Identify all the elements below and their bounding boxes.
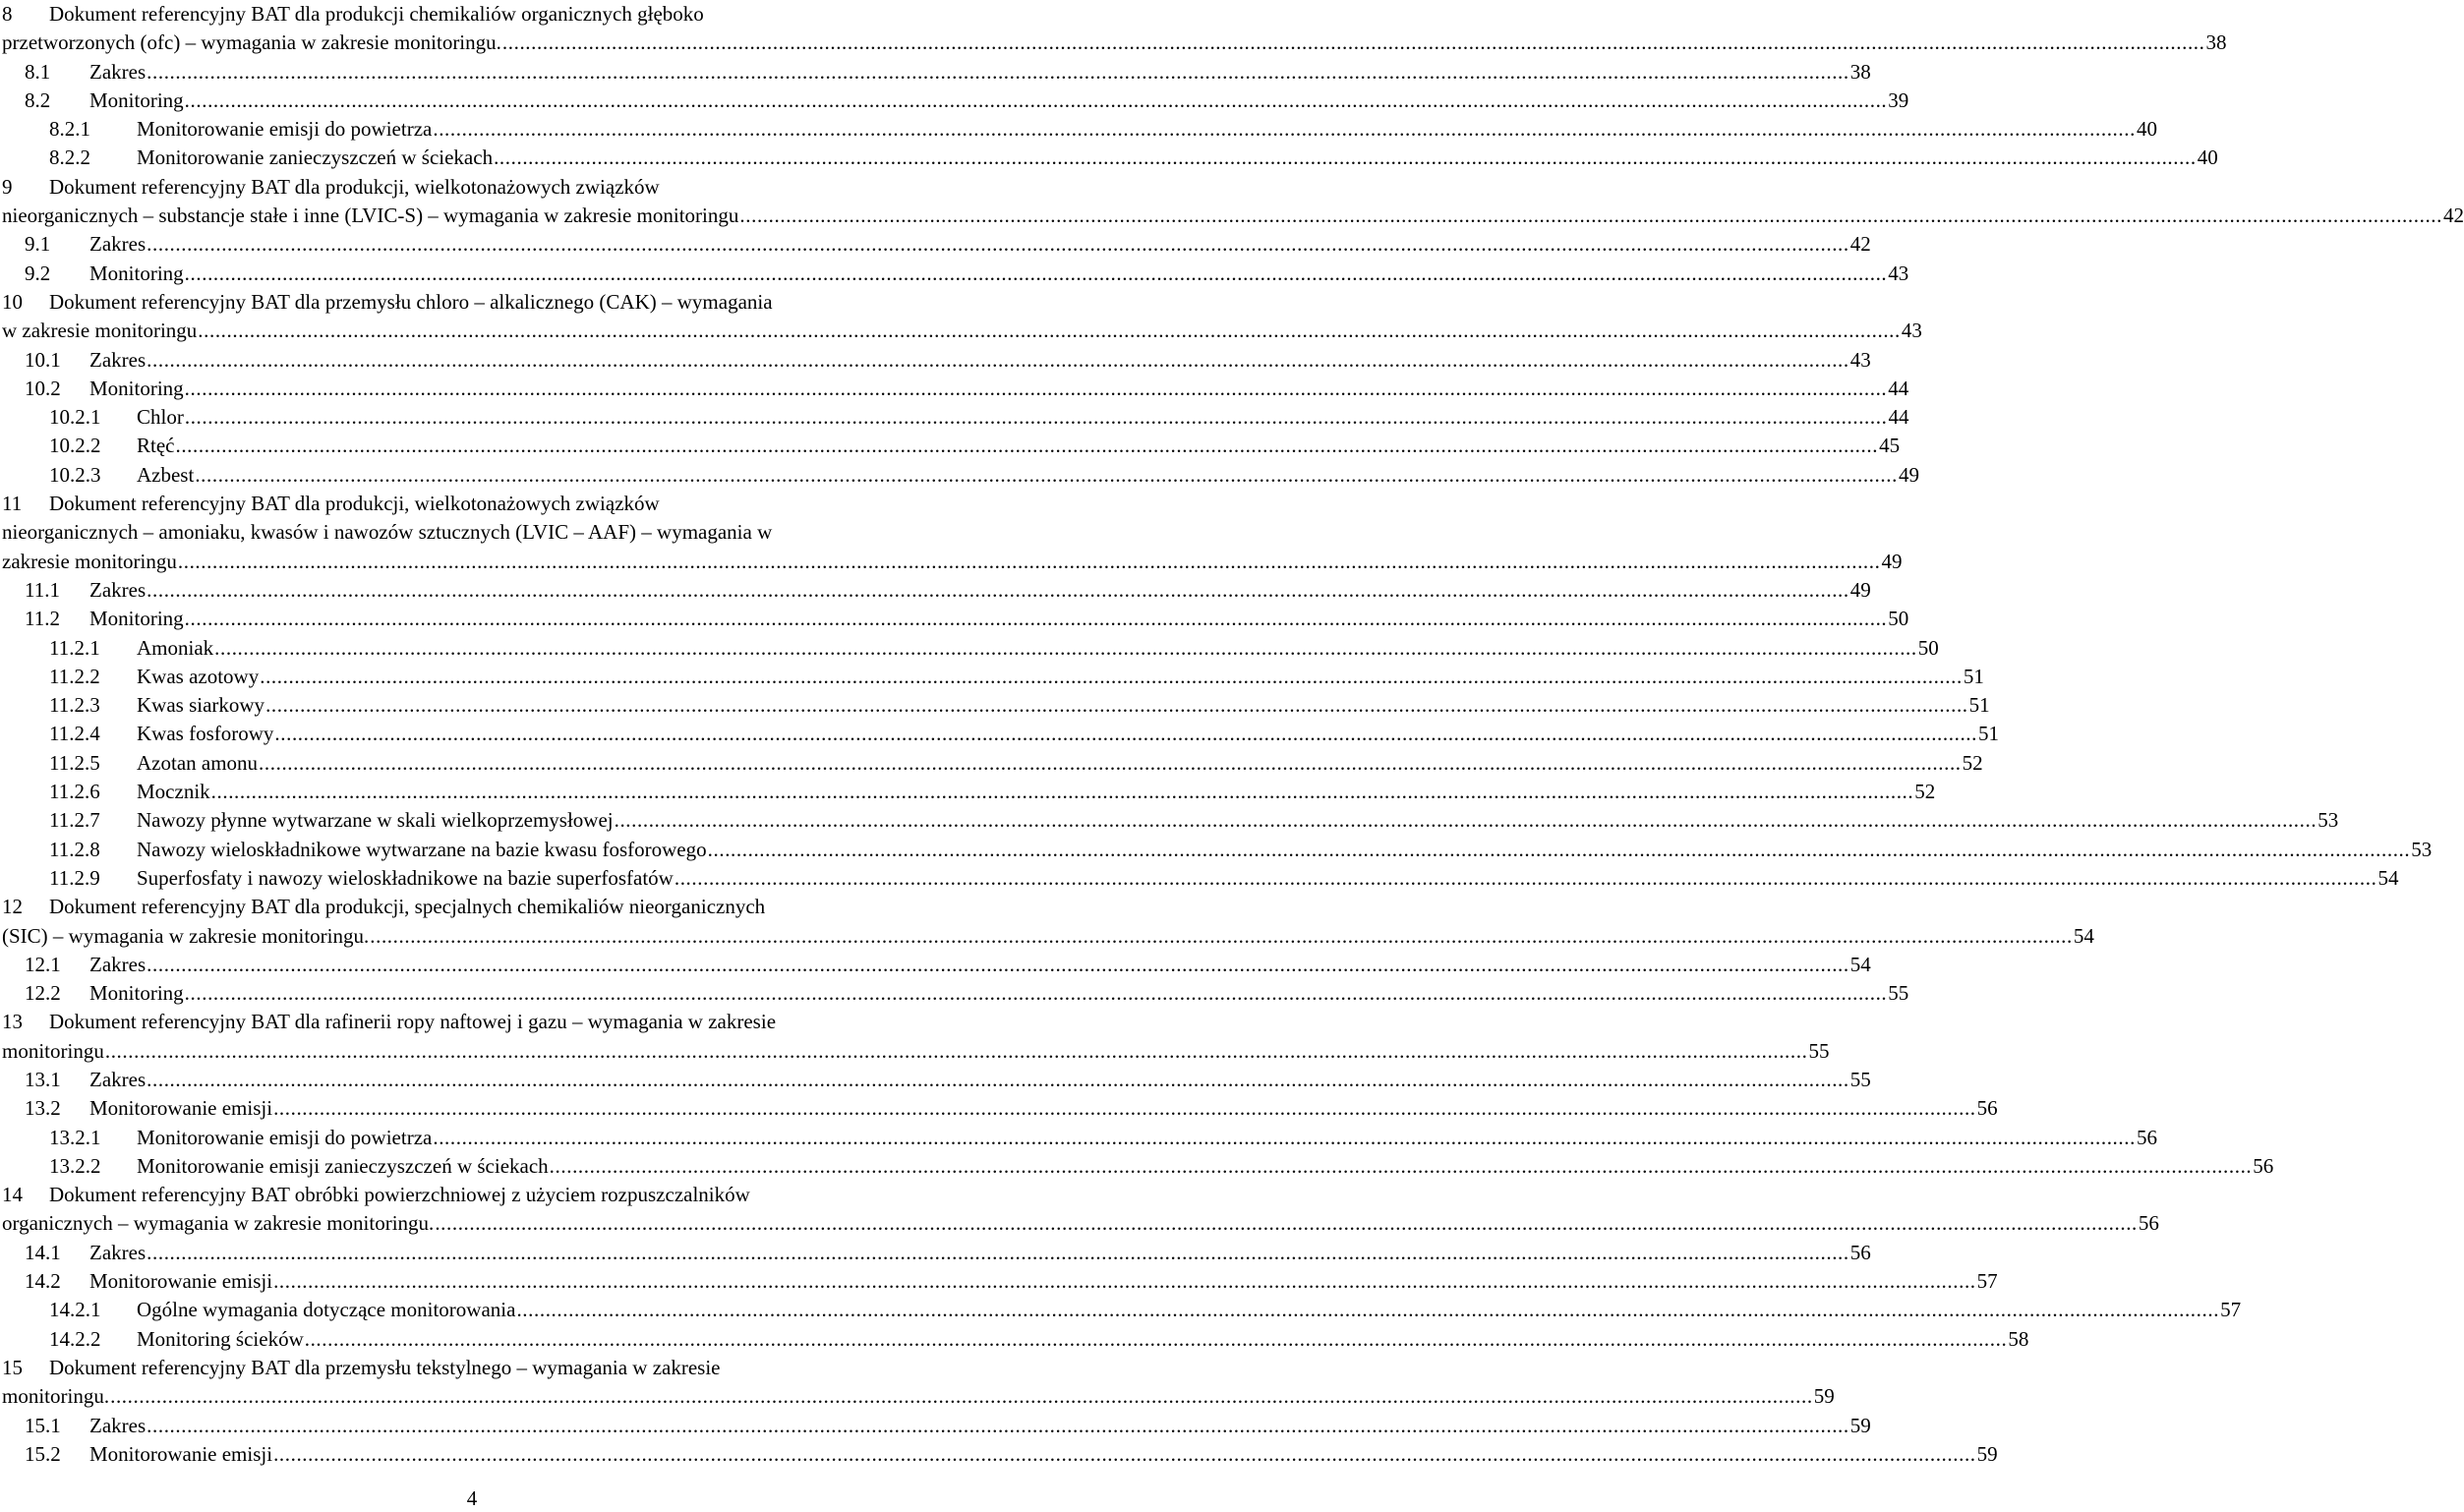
toc-entry[interactable]: [2, 605, 1909, 633]
dot-leader: [707, 836, 2412, 864]
toc-page-number: 59: [1849, 1413, 1871, 1437]
toc-title: Monitoring: [89, 607, 184, 631]
toc-page-number: 45: [1879, 434, 1901, 458]
toc-page-number: 53: [2411, 837, 2433, 861]
toc-page-number: 44: [1888, 376, 1909, 400]
dot-leader: [674, 864, 2378, 893]
toc-entry[interactable]: [2, 778, 1936, 806]
toc-number: 14.1: [25, 1240, 61, 1264]
toc-title-line: organicznych – wymagania w zakresie monitoringu.: [2, 1211, 435, 1236]
toc-number: 12.1: [25, 952, 61, 976]
toc-title: Monitorowanie emisji: [89, 1441, 273, 1466]
toc-entry[interactable]: [2, 836, 2433, 864]
toc-page-number: 54: [2377, 865, 2399, 890]
toc-number: 8.2.1: [49, 117, 90, 142]
toc-number: 11.2.9: [49, 865, 100, 890]
toc-page-number: 51: [1968, 693, 1990, 718]
toc-entry[interactable]: [2, 979, 1909, 1008]
toc-entry[interactable]: [2, 115, 2157, 144]
toc-number: 8.2: [25, 87, 51, 112]
toc-number: 12: [2, 895, 23, 919]
dot-leader: [432, 1124, 2137, 1152]
toc-title: Zakres: [89, 59, 147, 84]
dot-leader: [197, 317, 1902, 345]
dot-leader: [304, 1325, 2009, 1354]
toc-title-line: Dokument referencyjny BAT dla produkcji, wielkotonażowych związków: [49, 174, 660, 199]
toc-page-number: 56: [1976, 1096, 1998, 1121]
toc-title: Kwas azotowy: [137, 664, 260, 688]
toc-number: 15.1: [25, 1413, 61, 1437]
toc-entry[interactable]: [2, 1354, 1835, 1412]
toc-entry[interactable]: [2, 749, 1983, 778]
toc-number: 10.1: [25, 347, 61, 372]
dot-leader: [493, 144, 2198, 172]
dot-leader: [272, 1440, 1977, 1469]
toc-title: Ogólne wymagania dotyczące monitorowania: [137, 1298, 516, 1322]
toc-number: 9.2: [25, 261, 51, 285]
toc-number: 13.2.1: [49, 1125, 101, 1149]
dot-leader: [146, 1239, 1850, 1267]
toc-number: 9.1: [25, 232, 51, 257]
toc-entry[interactable]: [2, 1239, 1871, 1267]
toc-page-number: 49: [1849, 577, 1871, 602]
toc-entry[interactable]: [2, 864, 2399, 893]
toc-number: 13.1: [25, 1067, 61, 1091]
table-of-contents: [2, 0, 2464, 1469]
toc-title: Zakres: [89, 347, 147, 372]
toc-entry[interactable]: [2, 1181, 2159, 1239]
toc-entry[interactable]: [2, 720, 2000, 748]
toc-entry[interactable]: [2, 461, 1919, 490]
toc-entry[interactable]: [2, 490, 1903, 576]
toc-number: 11.2.4: [49, 722, 100, 746]
toc-number: 11.2.6: [49, 780, 100, 804]
toc-entry[interactable]: [2, 951, 1871, 979]
toc-title-line: Dokument referencyjny BAT dla produkcji, specjalnych chemikaliów nieorganicznych: [49, 895, 766, 919]
toc-entry[interactable]: [2, 1094, 1998, 1123]
toc-number: 14: [2, 1183, 23, 1207]
toc-title: Amoniak: [137, 635, 214, 660]
toc-title-line: Dokument referencyjny BAT dla produkcji chemikaliów organicznych głęboko: [49, 2, 704, 26]
toc-entry[interactable]: [2, 1267, 1998, 1296]
toc-number: 11.2.2: [49, 664, 100, 688]
toc-title-line: monitoringu: [2, 1038, 104, 1063]
toc-page-number: 39: [1888, 87, 1909, 112]
toc-entry[interactable]: [2, 806, 2339, 835]
toc-page-number: 58: [2008, 1326, 2029, 1351]
dot-leader: [369, 922, 2074, 951]
toc-entry[interactable]: [2, 893, 2094, 951]
toc-title: Monitorowanie emisji: [89, 1096, 273, 1121]
dot-leader: [146, 346, 1850, 375]
toc-number: 14.2: [25, 1269, 61, 1294]
toc-page-number: 42: [1849, 232, 1871, 257]
dot-leader: [272, 1267, 1977, 1296]
toc-page-number: 50: [1888, 607, 1909, 631]
toc-title-line: zakresie monitoringu: [2, 549, 177, 573]
toc-number: 11.2.7: [49, 808, 100, 833]
toc-title: Chlor: [137, 405, 184, 430]
dot-leader: [184, 403, 1889, 432]
dot-leader: [501, 29, 2206, 57]
dot-leader: [146, 230, 1850, 259]
toc-title: Kwas fosforowy: [137, 722, 274, 746]
toc-page-number: 51: [1978, 722, 2000, 746]
toc-page-number: 51: [1963, 664, 1984, 688]
dot-leader: [174, 432, 1879, 460]
toc-title: Rtęć: [137, 434, 175, 458]
toc-page-number: 53: [2317, 808, 2339, 833]
toc-title-line: monitoringu.: [2, 1384, 110, 1409]
toc-entry[interactable]: [2, 1152, 2274, 1181]
toc-number: 13: [2, 1010, 23, 1034]
toc-title: Monitoring: [89, 376, 184, 400]
dot-leader: [614, 806, 2318, 835]
toc-title: Monitoring ścieków: [137, 1326, 304, 1351]
dot-leader: [515, 1296, 2220, 1324]
dot-leader: [177, 548, 1882, 576]
dot-leader: [184, 260, 1889, 288]
toc-page-number: 57: [2220, 1298, 2242, 1322]
toc-title: Zakres: [89, 1067, 147, 1091]
dot-leader: [738, 202, 2443, 230]
dot-leader: [258, 749, 1963, 778]
page-number: 4: [466, 1486, 478, 1510]
toc-title: Monitorowanie emisji zanieczyszczeń w ściekach: [137, 1153, 549, 1178]
dot-leader: [146, 1412, 1850, 1440]
toc-title: Monitorowanie zanieczyszczeń w ściekach: [137, 145, 494, 170]
toc-page-number: 42: [2443, 204, 2464, 228]
dot-leader: [146, 58, 1850, 87]
toc-title-line: przetworzonych (ofc) – wymagania w zakresie monitoringu.: [2, 30, 501, 55]
toc-page-number: 49: [1881, 549, 1903, 573]
toc-title-line: Dokument referencyjny BAT dla rafinerii ropy naftowej i gazu – wymagania w zakresie: [49, 1010, 777, 1034]
toc-page-number: 43: [1849, 347, 1871, 372]
dot-leader: [194, 461, 1899, 490]
toc-title: Zakres: [89, 1413, 147, 1437]
toc-entry[interactable]: [2, 1066, 1871, 1094]
toc-number: 10.2.1: [49, 405, 101, 430]
toc-entry[interactable]: [2, 1008, 1830, 1066]
toc-title: Zakres: [89, 577, 147, 602]
toc-number: 11.1: [25, 577, 60, 602]
toc-number: 11.2.3: [49, 693, 100, 718]
toc-number: 9: [2, 174, 13, 199]
toc-entry[interactable]: [2, 173, 2464, 231]
toc-page-number: 56: [1849, 1240, 1871, 1264]
toc-page-number: 55: [1849, 1067, 1871, 1091]
toc-entry[interactable]: [2, 346, 1871, 375]
toc-entry[interactable]: [2, 144, 2218, 172]
toc-page-number: 59: [1976, 1441, 1998, 1466]
toc-title-line: nieorganicznych – amoniaku, kwasów i nawozów sztucznych (LVIC – AAF) – wymagania w: [2, 520, 773, 545]
toc-entry[interactable]: [2, 1325, 2029, 1354]
toc-number: 11.2.1: [49, 635, 100, 660]
dot-leader: [273, 720, 1978, 748]
toc-entry[interactable]: [2, 260, 1909, 288]
toc-entry[interactable]: [2, 1412, 1871, 1440]
dot-leader: [184, 605, 1889, 633]
toc-title-line: Dokument referencyjny BAT dla przemysłu chloro – alkalicznego (CAK) – wymagania: [49, 289, 773, 314]
toc-number: 14.2.1: [49, 1298, 101, 1322]
toc-entry[interactable]: [2, 58, 1871, 87]
toc-number: 10.2.3: [49, 462, 101, 487]
toc-page-number: 56: [2136, 1125, 2157, 1149]
toc-title: Monitorowanie emisji do powietrza: [137, 117, 433, 142]
toc-number: 11: [2, 492, 23, 516]
toc-number: 10.2: [25, 376, 61, 400]
toc-entry[interactable]: [2, 663, 1984, 691]
toc-entry[interactable]: [2, 288, 1922, 346]
toc-page-number: 43: [1901, 319, 1922, 343]
toc-entry[interactable]: [2, 634, 1939, 663]
toc-number: 10: [2, 289, 23, 314]
toc-title: Azotan amonu: [137, 750, 259, 775]
toc-page-number: 38: [2205, 30, 2227, 55]
toc-entry[interactable]: [2, 576, 1871, 605]
toc-page-number: 52: [1914, 780, 1936, 804]
dot-leader: [210, 778, 1915, 806]
dot-leader: [146, 1066, 1850, 1094]
dot-leader: [432, 115, 2137, 144]
toc-title: Nawozy płynne wytwarzane w skali wielkoprzemysłowej: [137, 808, 614, 833]
toc-page-number: 55: [1808, 1038, 1830, 1063]
toc-number: 14.2.2: [49, 1326, 101, 1351]
toc-entry[interactable]: [2, 230, 1871, 259]
toc-number: 11.2.5: [49, 750, 100, 775]
toc-entry[interactable]: [2, 403, 1909, 432]
toc-page-number: 55: [1888, 981, 1909, 1006]
toc-title: Monitoring: [89, 261, 184, 285]
toc-number: 8.1: [25, 59, 51, 84]
toc-page-number: 44: [1888, 405, 1909, 430]
dot-leader: [184, 375, 1889, 403]
toc-entry[interactable]: [2, 1440, 1998, 1469]
dot-leader: [264, 691, 1969, 720]
dot-leader: [184, 87, 1889, 115]
toc-title: Zakres: [89, 232, 147, 257]
toc-title-line: (SIC) – wymagania w zakresie monitoringu.: [2, 923, 370, 948]
toc-page-number: 49: [1898, 462, 1919, 487]
dot-leader: [549, 1152, 2254, 1181]
toc-page-number: 57: [1976, 1269, 1998, 1294]
toc-title: Superfosfaty i nawozy wieloskładnikowe na bazie superfosfatów: [137, 865, 674, 890]
toc-page-number: 56: [2138, 1211, 2159, 1236]
toc-title-line: nieorganicznych – substancje stałe i inne (LVIC-S) – wymagania w zakresie monitoringu: [2, 204, 739, 228]
dot-leader: [146, 951, 1850, 979]
toc-number: 8: [2, 2, 13, 26]
toc-entry[interactable]: [2, 1124, 2157, 1152]
toc-number: 10.2.2: [49, 434, 101, 458]
toc-title: Zakres: [89, 1240, 147, 1264]
toc-entry[interactable]: [2, 1296, 2242, 1324]
toc-page-number: 59: [1813, 1384, 1835, 1409]
dot-leader: [146, 576, 1850, 605]
toc-page-number: 43: [1888, 261, 1909, 285]
toc-page-number: 54: [1849, 952, 1871, 976]
toc-page-number: 50: [1917, 635, 1939, 660]
toc-page-number: 52: [1962, 750, 1983, 775]
toc-title-line: Dokument referencyjny BAT dla produkcji, wielkotonażowych związków: [49, 492, 660, 516]
toc-number: 8.2.2: [49, 145, 90, 170]
toc-number: 13.2: [25, 1096, 61, 1121]
toc-number: 15: [2, 1355, 23, 1379]
toc-title: Nawozy wieloskładnikowe wytwarzane na bazie kwasu fosforowego: [137, 837, 707, 861]
toc-number: 15.2: [25, 1441, 61, 1466]
toc-title-line: Dokument referencyjny BAT obróbki powierzchniowej z użyciem rozpuszczalników: [49, 1183, 750, 1207]
toc-entry[interactable]: [2, 87, 1909, 115]
dot-leader: [104, 1037, 1809, 1066]
dot-leader: [109, 1382, 1814, 1411]
toc-page-number: 40: [2197, 145, 2218, 170]
toc-entry[interactable]: [2, 0, 2227, 58]
toc-title: Monitoring: [89, 981, 184, 1006]
toc-title: Monitorowanie emisji do powietrza: [137, 1125, 433, 1149]
toc-page-number: 56: [2253, 1153, 2274, 1178]
toc-number: 13.2.2: [49, 1153, 101, 1178]
toc-title: Mocznik: [137, 780, 210, 804]
toc-title: Monitorowanie emisji: [89, 1269, 273, 1294]
dot-leader: [272, 1094, 1977, 1123]
dot-leader: [184, 979, 1889, 1008]
dot-leader: [259, 663, 1964, 691]
toc-number: 12.2: [25, 981, 61, 1006]
toc-title: Monitoring: [89, 87, 184, 112]
toc-title: Azbest: [137, 462, 195, 487]
toc-page-number: 54: [2073, 923, 2094, 948]
toc-number: 11.2.8: [49, 837, 100, 861]
toc-entry[interactable]: [2, 432, 1901, 460]
dot-leader: [213, 634, 1918, 663]
toc-number: 11.2: [25, 607, 60, 631]
toc-page-number: 40: [2136, 117, 2157, 142]
toc-title-line: w zakresie monitoringu: [2, 319, 198, 343]
toc-title-line: Dokument referencyjny BAT dla przemysłu tekstylnego – wymagania w zakresie: [49, 1355, 721, 1379]
toc-entry[interactable]: [2, 691, 1990, 720]
toc-title: Zakres: [89, 952, 147, 976]
toc-title: Kwas siarkowy: [137, 693, 265, 718]
toc-entry[interactable]: [2, 375, 1909, 403]
toc-page-number: 38: [1849, 59, 1871, 84]
dot-leader: [434, 1209, 2139, 1238]
